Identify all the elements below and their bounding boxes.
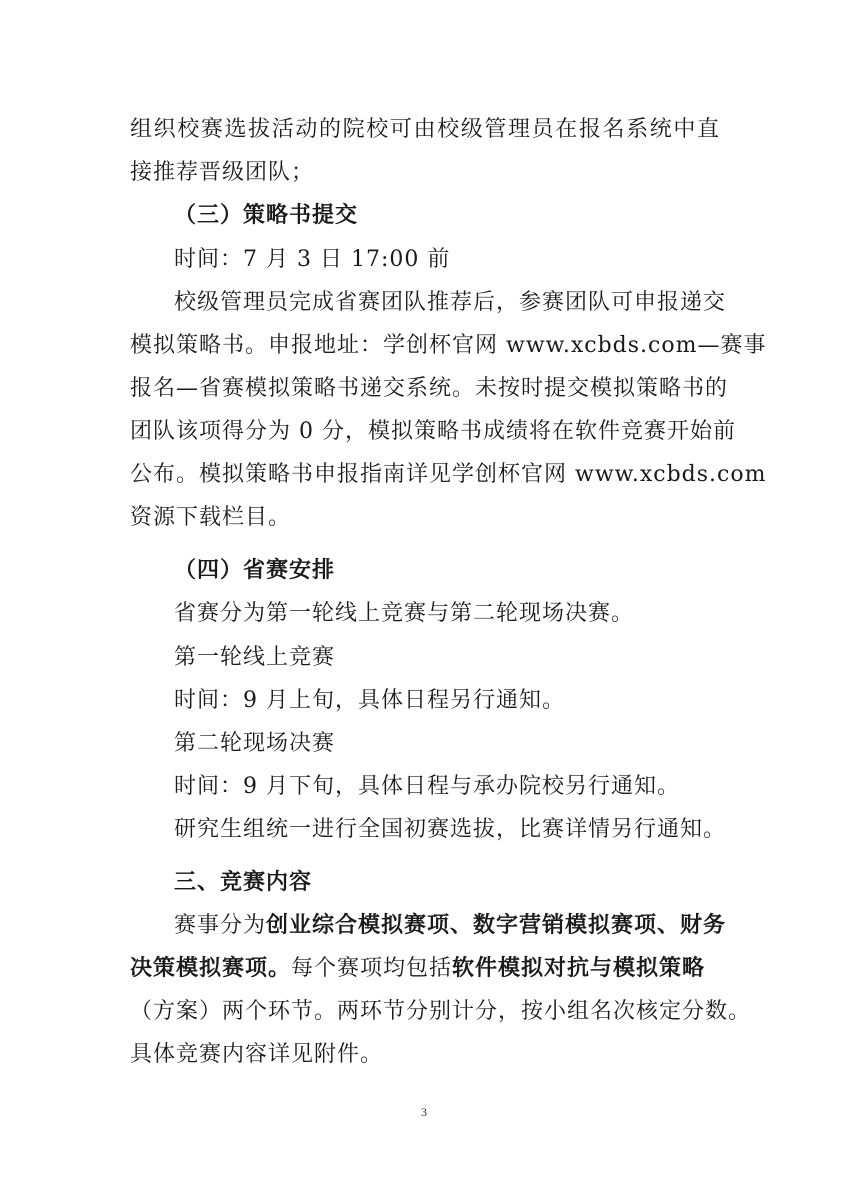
paragraph-line: 模拟策略书。申报地址：学创杯官网 www.xcbds.com—赛事 bbox=[130, 333, 767, 358]
paragraph-line: 具体竞赛内容详见附件。 bbox=[130, 1042, 384, 1067]
page-number: 3 bbox=[421, 1105, 427, 1119]
paragraph-line: 团队该项得分为 0 分，模拟策略书成绩将在软件竞赛开始前 bbox=[130, 419, 736, 444]
paragraph-line bbox=[174, 911, 727, 941]
section-heading-strategy-submission: （三）策略书提交 bbox=[174, 203, 359, 228]
paragraph-line: 第二轮现场决赛 bbox=[174, 731, 336, 756]
section-heading-competition-content: 三、竞赛内容 bbox=[174, 870, 313, 895]
paragraph-line: 报名—省赛模拟策略书递交系统。未按时提交模拟策略书的 bbox=[130, 376, 729, 401]
paragraph-line: 公布。模拟策略书申报指南详见学创杯官网 www.xcbds.com bbox=[130, 462, 767, 487]
paragraph-line: 研究生组统一进行全国初赛选拔，比赛详情另行通知。 bbox=[174, 817, 727, 842]
emphasis-text: 决策模拟赛项。 bbox=[130, 956, 292, 981]
paragraph-line: 时间：7 月 3 日 17:00 前 bbox=[174, 247, 451, 272]
text-run: 每个赛项均包括 bbox=[291, 956, 453, 981]
paragraph-line bbox=[130, 954, 720, 984]
paragraph-line: 时间：9 月下旬，具体日程与承办院校另行通知。 bbox=[174, 774, 680, 799]
paragraph-line: （方案）两个环节。两环节分别计分，按小组名次核定分数。 bbox=[130, 999, 752, 1024]
paragraph-line: 时间：9 月上旬，具体日程另行通知。 bbox=[174, 688, 565, 713]
paragraph-line: 第一轮线上竞赛 bbox=[174, 645, 336, 670]
text-run: 赛事分为 bbox=[174, 913, 267, 938]
paragraph-line: 接推荐晋级团队； bbox=[130, 160, 315, 185]
emphasis-text: 软件模拟对抗与模拟策略 bbox=[452, 956, 706, 981]
paragraph-line: 资源下载栏目。 bbox=[130, 505, 292, 530]
section-heading-provincial-arrangement: （四）省赛安排 bbox=[174, 558, 336, 583]
paragraph-line: 校级管理员完成省赛团队推荐后，参赛团队可申报递交 bbox=[174, 290, 727, 315]
paragraph-line: 省赛分为第一轮线上竞赛与第二轮现场决赛。 bbox=[174, 601, 635, 626]
paragraph-line: 组织校赛选拔活动的院校可由校级管理员在报名系统中直 bbox=[130, 117, 720, 142]
emphasis-text: 创业综合模拟赛项、数字营销模拟赛项、财务 bbox=[266, 913, 727, 938]
